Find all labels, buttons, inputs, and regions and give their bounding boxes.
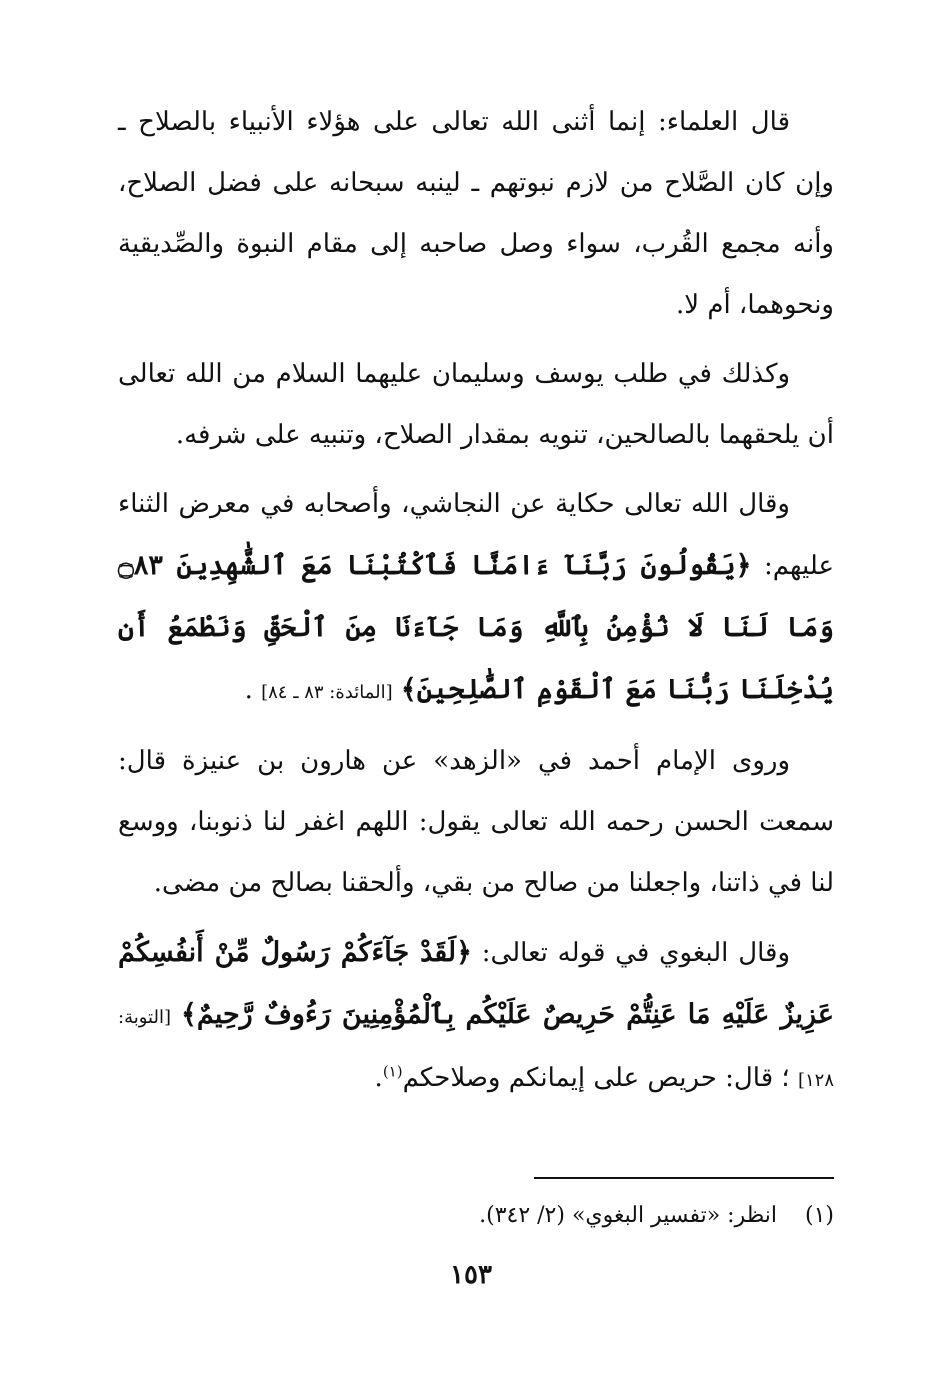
verse-reference: [التوبة: ١٢٨] <box>118 1007 834 1091</box>
paragraph-text: وكذلك في طلب يوسف وسليمان عليهما السلام من الله تعالى أن يلحقهما بالصالحين، تنويه بمقدار الصلاح، وتنبيه على شرفه. <box>118 359 834 450</box>
paragraph-outro: ؛ قال: حريص على إيمانكم وصلاحكم <box>402 1063 790 1093</box>
footnote-divider <box>534 1177 834 1179</box>
paragraph-1 <box>118 92 834 336</box>
paragraph-end: . <box>244 675 253 705</box>
paragraph-text: قال العلماء: إنما أثنى الله تعالى على هؤلاء الأنبياء بالصلاح ـ وإن كان الصَّلاح من لازم نبوتهم ـ لينبه سبحانه على فضل الصلاح، وأنه مجمع القُرب، سواء وصل صاحبه إلى مقام النبوة والصِّديقية ونحوهما، أم لا. <box>118 107 834 320</box>
paragraph-intro: وقال البغوي في قوله تعالى: <box>471 938 791 968</box>
paragraph-5 <box>118 922 834 1111</box>
paragraph-4 <box>118 731 834 914</box>
paragraph-intro: وقال الله تعالى حكاية عن النجاشي، وأصحابه في معرض الثناء عليهم: <box>118 489 835 581</box>
footnote-marker: (١) <box>382 1062 403 1081</box>
verse-reference: [المائدة: ٨٣ ـ ٨٤] <box>261 682 393 703</box>
quran-verse: ﴿لَقَدْ جَآءَكُمْ رَسُولٌ مِّنْ أَنفُسِكُمْ عَزِيزٌ عَلَيْهِ مَا عَنِتُّمْ حَرِيصٌ عَلَيْكُم بِٱلْمُؤْمِنِينَ رَءُوفٌ رَّحِيمٌ﴾ <box>118 937 835 1030</box>
page-number: ١٥٣ <box>450 1260 492 1290</box>
paragraph-end: . <box>374 1063 383 1093</box>
quran-verse: ﴿يَقُولُونَ رَبَّنَآ ءَامَنَّا فَٱكْتُبْنَا مَعَ ٱلشَّٰهِدِينَ ۝٨٣ وَمَا لَنَا لَا نُؤْمِنُ بِٱللَّهِ وَمَا جَآءَنَا مِنَ ٱلْحَقِّ وَنَطْمَعُ أَن يُدْخِلَنَا رَبُّنَا مَعَ ٱلْقَوْمِ ٱلصَّٰلِحِينَ﴾ <box>118 550 834 705</box>
footnote-number: (١) <box>804 1203 834 1228</box>
footnote <box>118 1196 834 1236</box>
paragraph-text: وروى الإمام أحمد في «الزهد» عن هارون بن عنيزة قال: سمعت الحسن رحمه الله تعالى يقول: اللهم اغفر لنا ذنوبنا، ووسع لنا في ذاتنا، واجعلنا من صالح من بقي، وألحقنا بصالح من مضى. <box>118 746 834 898</box>
footnote-text: انظر: «تفسير البغوي» (٢/ ٣٤٢). <box>479 1203 777 1228</box>
paragraph-3 <box>118 474 834 723</box>
main-text <box>118 92 834 1119</box>
paragraph-2 <box>118 344 834 466</box>
